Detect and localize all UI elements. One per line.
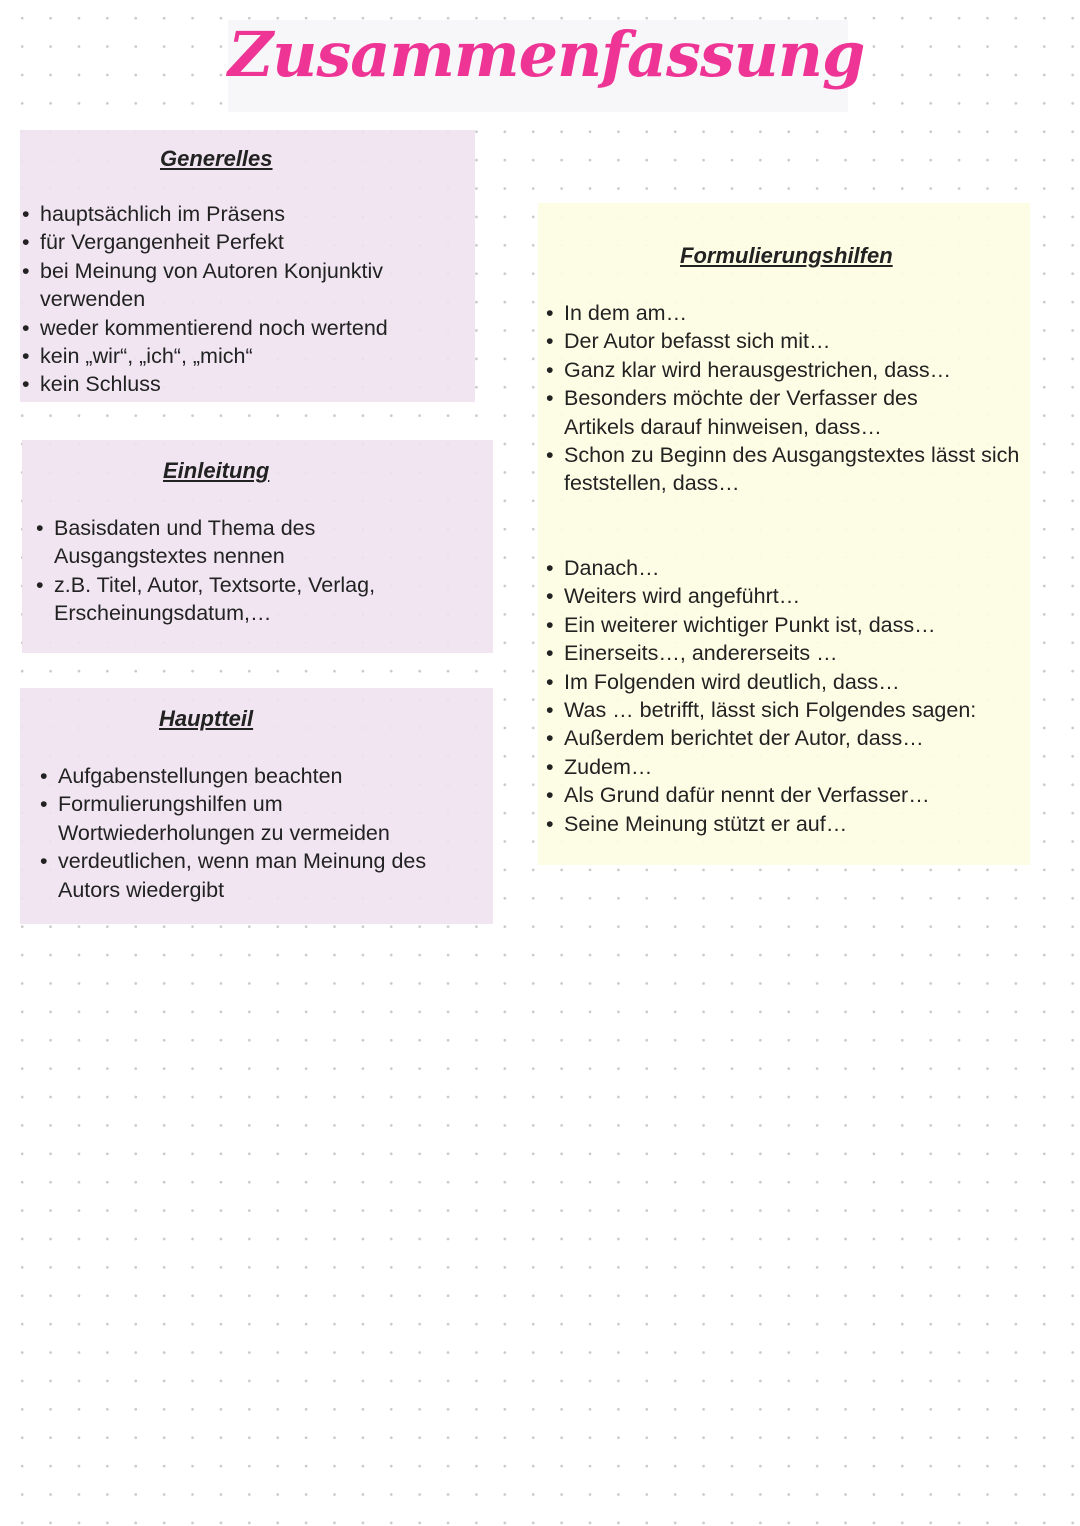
list-item: • Seine Meinung stützt er auf… [546, 810, 1030, 838]
list-item: • z.B. Titel, Autor, Textsorte, Verlag, Erscheinungsdatum,… [36, 571, 416, 628]
list-item: • Ein weiterer wichtiger Punkt ist, dass… [546, 611, 1030, 639]
generelles-card [20, 130, 475, 402]
page-title: Zusammenfassung [228, 18, 865, 91]
list-item: • Weiters wird angeführt… [546, 582, 1030, 610]
list-item: • bei Meinung von Autoren Konjunktiv verwenden [22, 257, 430, 314]
list-item: • Formulierungshilfen um Wortwiederholungen zu vermeiden [40, 790, 438, 847]
list-item: • Basisdaten und Thema des Ausgangstextes nennen [36, 514, 416, 571]
einleitung-list [36, 514, 416, 628]
formulierungshilfen-list-1 [546, 299, 1030, 498]
list-item: • Ganz klar wird herausgestrichen, dass… [546, 356, 1030, 384]
list-item: • kein Schluss [22, 370, 462, 398]
list-item: • weder kommentierend noch wertend [22, 314, 462, 342]
list-item: • Was … betrifft, lässt sich Folgendes sagen: [546, 696, 1030, 724]
list-item: • Aufgabenstellungen beachten [40, 762, 480, 790]
hauptteil-list [40, 762, 480, 904]
list-item: • verdeutlichen, wenn man Meinung des Autors wiedergibt [40, 847, 478, 904]
formulierungshilfen-list-2 [546, 554, 1030, 838]
generelles-heading: Generelles [160, 146, 273, 171]
einleitung-card [22, 440, 493, 653]
list-item: • Als Grund dafür nennt der Verfasser… [546, 781, 1030, 809]
list-item: • für Vergangenheit Perfekt [22, 228, 462, 256]
list-item: • Außerdem berichtet der Autor, dass… [546, 724, 1030, 752]
list-item: • Danach… [546, 554, 1030, 582]
list-item: • In dem am… [546, 299, 1030, 327]
list-item: • Schon zu Beginn des Ausgangstextes lässt sich feststellen, dass… [546, 441, 1030, 498]
list-item: • Zudem… [546, 753, 1030, 781]
hauptteil-card [20, 688, 493, 924]
list-item: • Der Autor befasst sich mit… [546, 327, 1030, 355]
formulierungshilfen-card [538, 203, 1030, 865]
list-item: • hauptsächlich im Präsens [22, 200, 462, 228]
list-item: • Einerseits…, andererseits … [546, 639, 1030, 667]
hauptteil-heading: Hauptteil [159, 706, 254, 731]
einleitung-heading: Einleitung [163, 458, 270, 483]
list-item: • kein „wir“, „ich“, „mich“ [22, 342, 462, 370]
generelles-list [22, 200, 462, 399]
formulierungshilfen-heading: Formulierungshilfen [680, 243, 893, 268]
list-item: • Besonders möchte der Verfasser des Artikels darauf hinweisen, dass… [546, 384, 964, 441]
list-item: • Im Folgenden wird deutlich, dass… [546, 668, 1030, 696]
